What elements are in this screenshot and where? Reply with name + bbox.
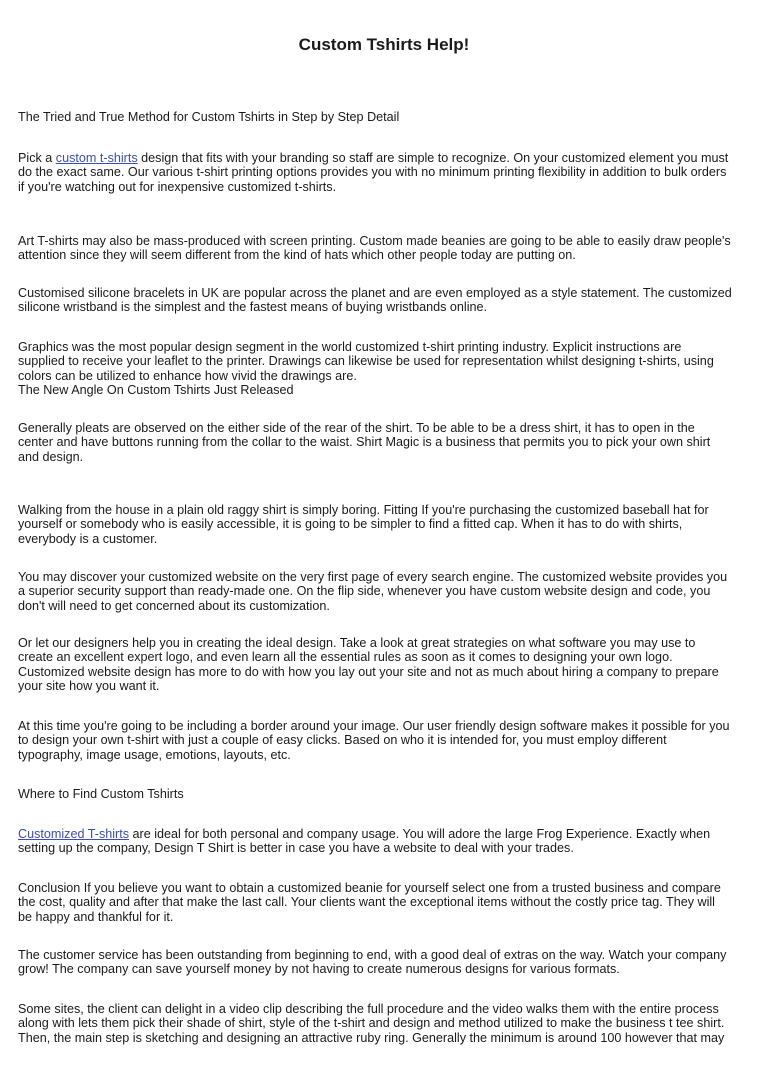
- paragraph-line: Pick a custom t-shirts design that fits with your branding so staff are simple to recognize. On your customized element you must: [18, 151, 729, 165]
- paragraph-line: your site how you want it.: [18, 679, 160, 694]
- paragraph-line: attention since they will seem different from the kind of hats which other people today are putting on.: [18, 248, 576, 263]
- customized-tshirts-link[interactable]: Customized T-shirts: [18, 827, 130, 841]
- paragraph-line: silicone wristband is the simplest and the fastest means of buying wristbands online.: [18, 300, 488, 315]
- paragraph-11: [18, 881, 752, 924]
- paragraph-line: supplied to receive your leaflet to the printer. Drawings can likewise be used for representation whilst designing t-shirts, using: [18, 354, 714, 369]
- paragraph-6: [18, 503, 752, 546]
- paragraph-line: Conclusion If you believe you want to obtain a customized beanie for yourself select one from a trusted business and compare: [18, 881, 721, 895]
- subheading-where-to-find: [18, 787, 752, 801]
- paragraph-12: [18, 948, 752, 977]
- paragraph-line: if you're watching out for inexpensive customized t-shirts.: [18, 179, 337, 194]
- paragraph-line: everybody is a customer.: [18, 531, 158, 546]
- paragraph-10: [18, 827, 752, 856]
- paragraph-line: along with lets them pick their shade of shirt, style of the t-shirt and design and method utilized to make the business t tee shirt.: [18, 1016, 725, 1031]
- paragraph-line: Art T-shirts may also be mass-produced with screen printing. Custom made beanies are going to be able to easily draw people's: [18, 234, 731, 248]
- paragraph-1: [18, 151, 752, 194]
- paragraph-line: You may discover your customized website on the very first page of every search engine. The customized website provides you: [18, 570, 728, 584]
- paragraph-line: Generally pleats are observed on the either side of the rear of the shirt. To be able to be a dress shirt, it has to open in the: [18, 421, 695, 435]
- paragraph-9: [18, 719, 752, 762]
- paragraph-line: a superior security support than ready-made one. On the flip side, whenever you have custom website design and code, you: [18, 584, 711, 599]
- paragraph-line: colors can be utilized to enhance how vivid the drawings are.: [18, 368, 357, 383]
- paragraph-7: [18, 570, 752, 613]
- subheading-tried-and-true: [18, 110, 752, 124]
- paragraph-2: [18, 234, 752, 263]
- document-title: Custom Tshirts Help!: [298, 35, 470, 54]
- subheading-text: Where to Find Custom Tshirts: [18, 787, 184, 801]
- paragraph-5: [18, 421, 752, 464]
- paragraph-3: [18, 286, 752, 315]
- paragraph-line: Customized T-shirts are ideal for both personal and company usage. You will adore the large Frog Experience. Exactly when: [18, 827, 711, 841]
- paragraph-4: [18, 340, 752, 398]
- paragraph-line: Graphics was the most popular design segment in the world customized t-shirt printing industry. Explicit instructions are: [18, 340, 682, 354]
- paragraph-line: typography, image usage, emotions, layouts, etc.: [18, 747, 291, 762]
- paragraph-line: and design.: [18, 449, 84, 464]
- paragraph-line: Customised silicone bracelets in UK are popular across the planet and are even employed as a style statement. The customized: [18, 286, 732, 300]
- paragraph-line: setting up the company, Design T Shirt is better in case you have a website to deal with your trades.: [18, 841, 574, 856]
- paragraph-line: Some sites, the client can delight in a video clip describing the full procedure and the video walks them with the entire process: [18, 1002, 719, 1016]
- paragraph-8: [18, 636, 752, 694]
- paragraph-line: center and have buttons running from the collar to the waist. Shirt Magic is a business that permits you to pick your own shirt: [18, 435, 711, 450]
- paragraph-line: Walking from the house in a plain old raggy shirt is simply boring. Fitting If you're purchasing the customized baseball hat for: [18, 503, 709, 517]
- paragraph-line: be happy and thankful for it.: [18, 909, 174, 924]
- custom-tshirts-link[interactable]: custom t-shirts: [55, 151, 138, 165]
- paragraph-line: to design your own t-shirt with just a couple of easy clicks. Based on who it is intended for, you must employ different: [18, 733, 667, 748]
- paragraph-line: Then, the main step is sketching and designing an attractive ruby ring. Generally the minimum is around 100 however that may: [18, 1030, 725, 1045]
- paragraph-line: do the exact same. Our various t-shirt printing options provides you with no minimum printing flexibility in addition to bulk orders: [18, 165, 727, 180]
- paragraph-line: At this time you're going to be including a border around your image. Our user friendly design software makes it possible for you: [18, 719, 730, 733]
- subheading-new-angle: The New Angle On Custom Tshirts Just Released: [18, 383, 294, 398]
- subheading-text: The Tried and True Method for Custom Tshirts in Step by Step Detail: [18, 110, 400, 124]
- paragraph-line: don't will need to get concerned about its customization.: [18, 598, 330, 613]
- paragraph-line: The customer service has been outstanding from beginning to end, with a good deal of extras on the way. Watch your company: [18, 948, 727, 962]
- paragraph-line: yourself or somebody who is easily accessible, it is going to be simpler to find a fitted cap. When it has to do with shirts,: [18, 517, 683, 532]
- paragraph-13: [18, 1002, 752, 1045]
- paragraph-line: grow! The company can save yourself money by not having to create numerous designs for various formats.: [18, 962, 620, 977]
- paragraph-line: Customized website design has more to do with how you lay out your site and not as much about hiring a company to prepare: [18, 664, 719, 679]
- paragraph-line: create an excellent expert logo, and even learn all the essential rules as soon as it comes to designing your own logo.: [18, 650, 673, 665]
- paragraph-line: the cost, quality and after that make the last call. Your clients want the exceptional items without the costly price tag. They will: [18, 895, 715, 910]
- paragraph-line: Or let our designers help you in creating the ideal design. Take a look at great strategies on what software you may use to: [18, 636, 696, 650]
